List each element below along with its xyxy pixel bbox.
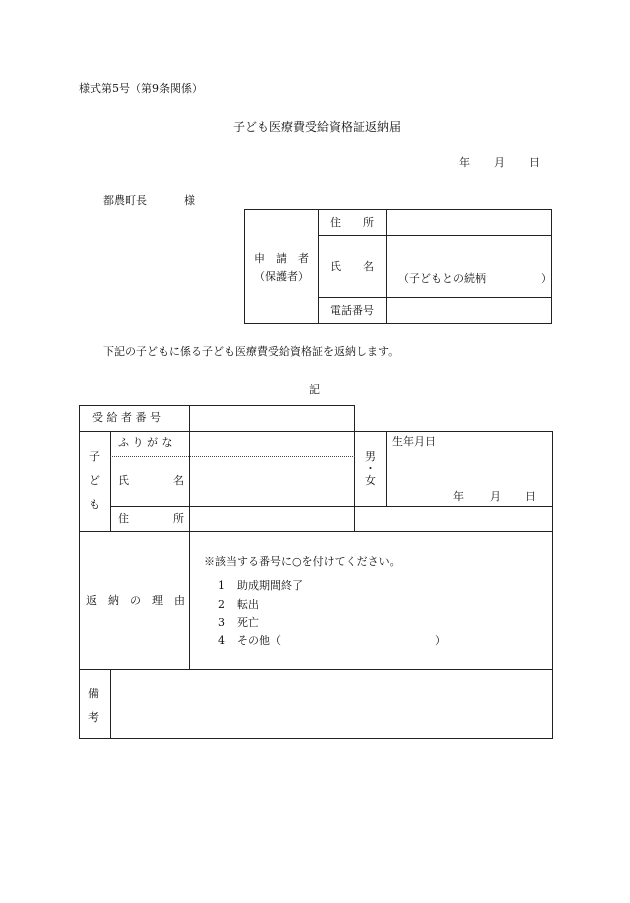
reason-option-number: 1 <box>218 579 225 592</box>
furigana-label: ふ り が な <box>118 436 173 449</box>
applicant-name-label: 氏 名 <box>330 260 374 273</box>
remarks-label-2: 考 <box>88 711 99 724</box>
reason-option-text[interactable]: 転出 <box>237 598 259 611</box>
date-day-label: 日 <box>529 156 540 169</box>
applicant-section-label: 申 請 者 <box>254 252 309 265</box>
return-reason-label: 返 納 の 理 由 <box>86 594 185 607</box>
sex-label-separator: ・ <box>365 462 376 475</box>
child-name-field[interactable] <box>194 470 350 486</box>
guardian-label: （保護者） <box>254 270 309 283</box>
reason-option-text[interactable]: 死亡 <box>237 616 259 629</box>
reason-option-text[interactable]: 助成期間終了 <box>237 579 303 592</box>
applicant-address-label: 住 所 <box>330 216 374 229</box>
birth-day-label: 日 <box>525 490 536 503</box>
date-month-label: 月 <box>494 156 505 169</box>
child-address-label: 住 所 <box>118 512 184 525</box>
reason-option-number: 3 <box>218 616 225 629</box>
remarks-label-1: 備 <box>88 687 99 700</box>
applicant-phone-label: 電話番号 <box>330 304 374 317</box>
applicant-phone-field[interactable] <box>390 305 548 319</box>
child-label-3: も <box>89 498 100 511</box>
return-reason-instruction: ※該当する番号に○を付けてください。 <box>204 555 401 568</box>
sex-label-female: 女 <box>365 474 376 487</box>
applicant-address-field[interactable] <box>390 217 548 231</box>
form-number: 様式第5号（第9条関係） <box>79 82 203 95</box>
reason-option-number: 4 <box>218 634 225 647</box>
applicant-name-field[interactable] <box>390 242 548 256</box>
addressee: 都農町長 <box>103 194 147 207</box>
child-label-2: ど <box>89 474 100 487</box>
recipient-number-field[interactable] <box>194 412 350 426</box>
child-name-label: 氏 名 <box>118 474 184 487</box>
page-title: 子ども医療費受給資格証返納届 <box>233 120 402 134</box>
record-heading: 記 <box>309 383 320 396</box>
date-year-label: 年 <box>459 156 470 169</box>
remarks-field[interactable] <box>116 676 548 732</box>
child-furigana-field[interactable] <box>194 437 350 451</box>
birthdate-label: 生年月日 <box>392 435 436 448</box>
sex-label-male: 男 <box>365 450 376 463</box>
recipient-number-label: 受 給 者 番 号 <box>92 411 161 424</box>
child-label-1: 子 <box>89 450 100 463</box>
addressee-honorific: 様 <box>184 194 195 207</box>
birth-month-label: 月 <box>490 490 501 503</box>
reason-option-number: 2 <box>218 598 225 611</box>
reason-option-text[interactable]: その他（ ） <box>237 634 446 647</box>
statement-text: 下記の子どもに係る子ども医療費受給資格証を返納します。 <box>103 345 400 358</box>
child-address-field[interactable] <box>194 512 548 526</box>
birth-year-label: 年 <box>453 490 464 503</box>
relationship-note: （子どもとの続柄 ） <box>398 272 552 285</box>
